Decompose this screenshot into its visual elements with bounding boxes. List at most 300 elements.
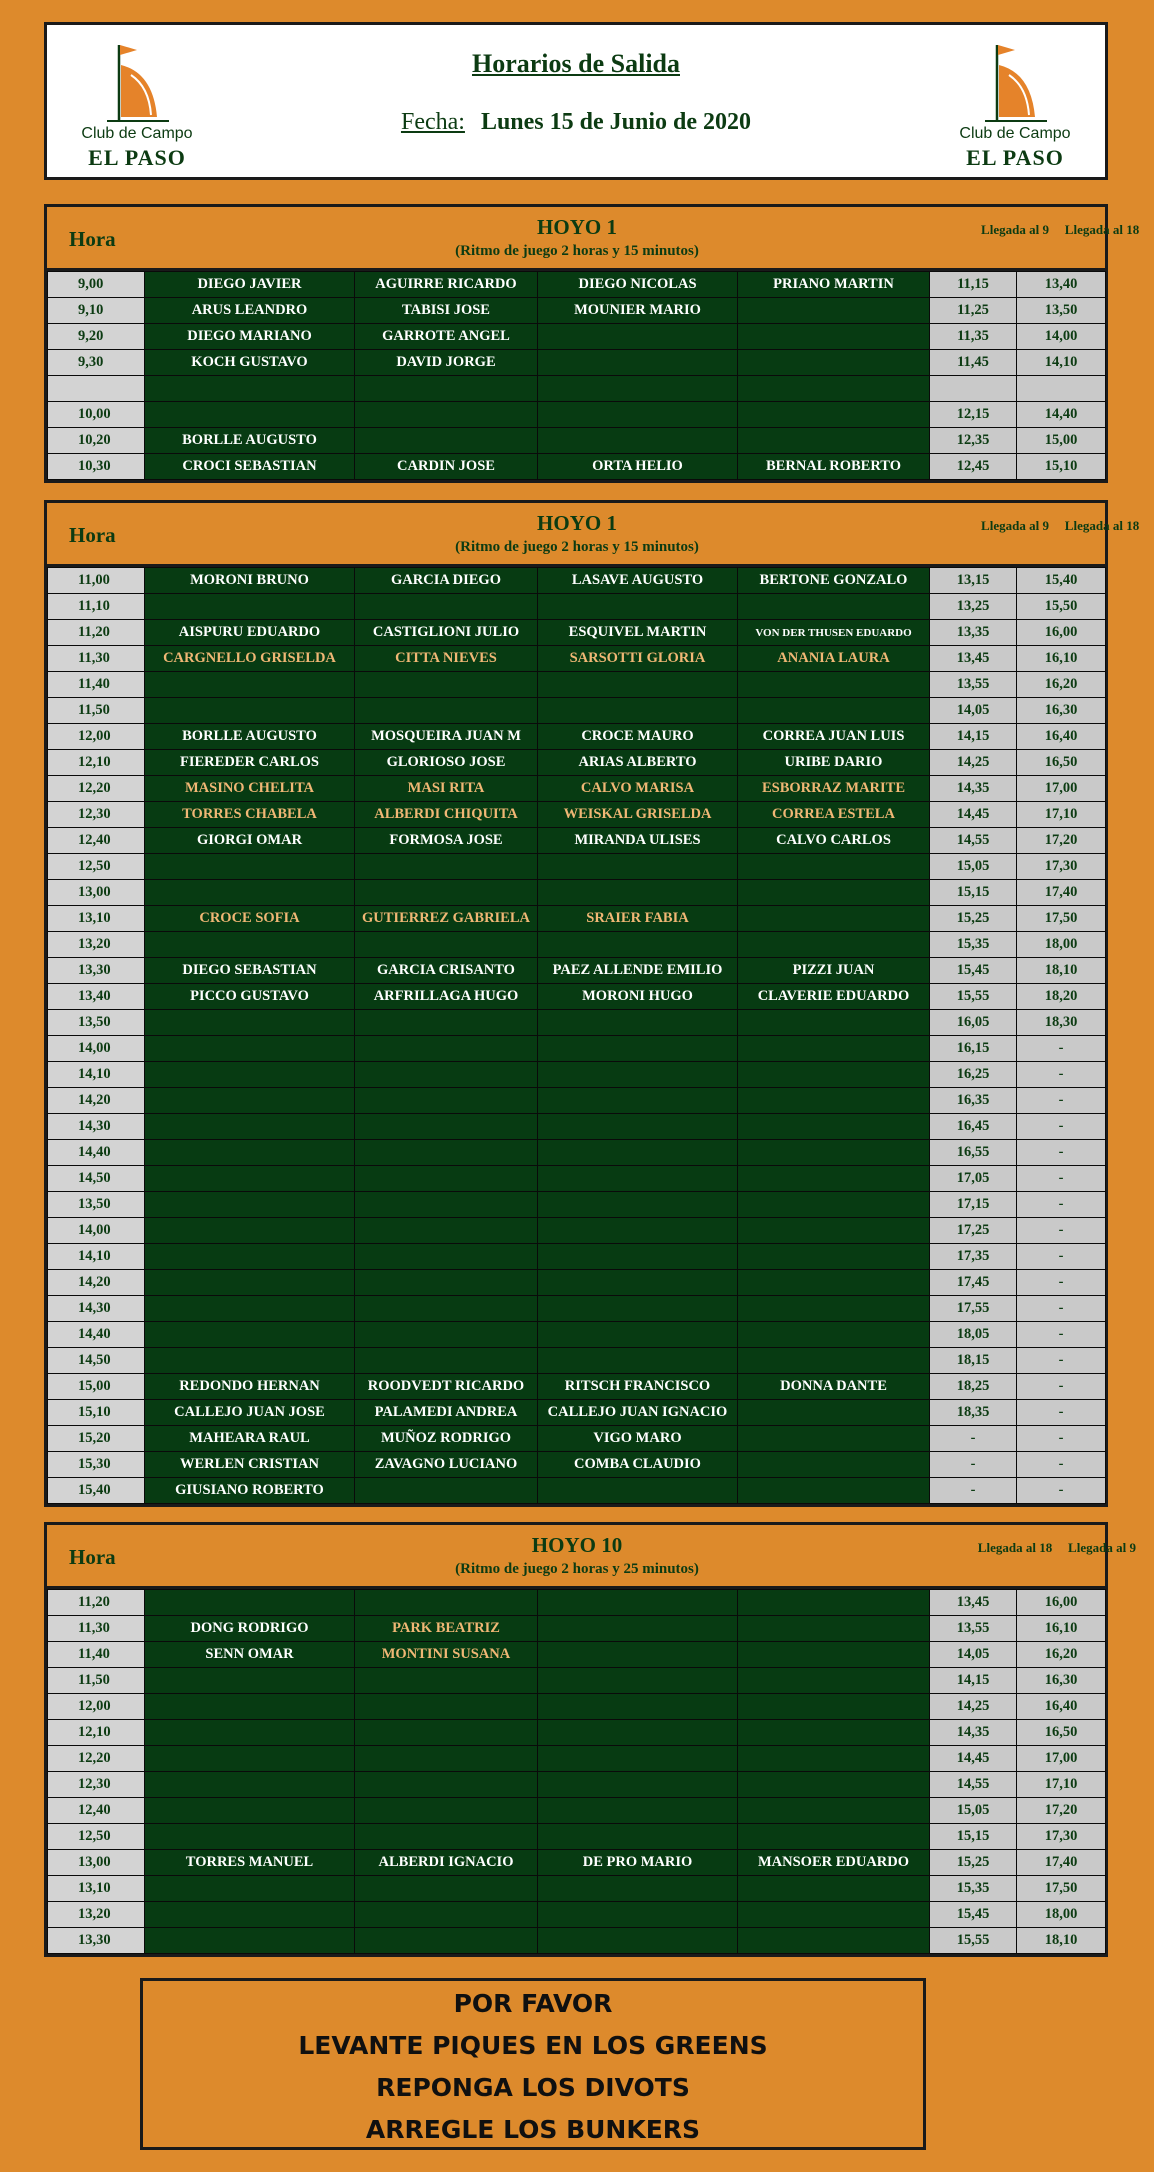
table-row (48, 958, 1106, 984)
table-row (48, 932, 1106, 958)
player-cell: FORMOSA JOSE (355, 828, 538, 854)
table-row (48, 1400, 1106, 1426)
player-cell: CITTA NIEVES (355, 646, 538, 672)
player-cell (355, 1694, 538, 1720)
arrival-time-1: 14,35 (930, 1720, 1017, 1746)
arrival-time-1: 18,35 (930, 1400, 1017, 1426)
arrival-column-header-2: Llegada al 18 (1064, 518, 1140, 533)
player-cell (145, 1296, 355, 1322)
hoyo-title: HOYO 1 (537, 511, 617, 535)
player-cell (145, 1720, 355, 1746)
table-row (48, 1850, 1106, 1876)
player-cell (538, 376, 738, 402)
player-cell (538, 1140, 738, 1166)
notice-line: REPONGA LOS DIVOTS (376, 2073, 690, 2102)
player-cell (145, 1036, 355, 1062)
player-cell (538, 1192, 738, 1218)
table-row (48, 1348, 1106, 1374)
schedule-section-hoyo-10 (44, 1522, 1136, 1957)
arrival-time-1: 17,15 (930, 1192, 1017, 1218)
player-cell: ALBERDI CHIQUITA (355, 802, 538, 828)
arrival-time-1: 14,35 (930, 776, 1017, 802)
arrival-time-2: - (1017, 1400, 1106, 1426)
arrival-column-header-1: Llegada al 9 (981, 222, 1049, 237)
arrival-time-2: 17,30 (1017, 854, 1106, 880)
player-cell (538, 1772, 738, 1798)
table-row (48, 1452, 1106, 1478)
arrival-time-1: 17,55 (930, 1296, 1017, 1322)
player-cell (538, 1088, 738, 1114)
arrival-time-2: - (1017, 1114, 1106, 1140)
player-cell (355, 1746, 538, 1772)
arrival-time-2: - (1017, 1478, 1106, 1504)
arrival-time-1: 16,35 (930, 1088, 1017, 1114)
player-cell: CORREA JUAN LUIS (738, 724, 930, 750)
arrival-time-2: 14,40 (1017, 402, 1106, 428)
table-row (48, 1322, 1106, 1348)
section-header (47, 503, 1140, 567)
table-row (48, 906, 1106, 932)
player-cell: SRAIER FABIA (538, 906, 738, 932)
player-cell (355, 1166, 538, 1192)
player-cell: MONTINI SUSANA (355, 1642, 538, 1668)
player-cell (738, 1166, 930, 1192)
table-row (48, 828, 1106, 854)
table-row (48, 428, 1106, 454)
arrival-time-1: 17,05 (930, 1166, 1017, 1192)
player-cell (738, 324, 930, 350)
arrival-time-1 (930, 376, 1017, 402)
player-cell (738, 1088, 930, 1114)
tee-time: 14,20 (48, 1270, 145, 1296)
arrival-time-2: - (1017, 1426, 1106, 1452)
player-cell (355, 1322, 538, 1348)
arrival-time-2: - (1017, 1322, 1106, 1348)
table-row (48, 1036, 1106, 1062)
tee-time: 11,40 (48, 1642, 145, 1668)
arrival-time-2: 16,10 (1017, 646, 1106, 672)
player-cell (738, 1114, 930, 1140)
player-cell (145, 594, 355, 620)
tee-time: 13,20 (48, 932, 145, 958)
player-cell (738, 1824, 930, 1850)
arrival-time-1: 14,55 (930, 828, 1017, 854)
player-cell: CALLEJO JUAN IGNACIO (538, 1400, 738, 1426)
arrival-time-2: - (1017, 1088, 1106, 1114)
player-cell (355, 1876, 538, 1902)
arrival-time-2: 17,10 (1017, 802, 1106, 828)
hora-column-header: Hora (69, 227, 116, 251)
player-cell (538, 698, 738, 724)
player-cell: ARIAS ALBERTO (538, 750, 738, 776)
player-cell (538, 350, 738, 376)
player-cell: ORTA HELIO (538, 454, 738, 480)
tee-time: 12,00 (48, 1694, 145, 1720)
tee-time: 12,10 (48, 1720, 145, 1746)
player-cell (538, 428, 738, 454)
arrival-time-1: 15,15 (930, 1824, 1017, 1850)
player-cell (145, 402, 355, 428)
tee-time (48, 376, 145, 402)
tee-time: 14,10 (48, 1244, 145, 1270)
arrival-time-2: 16,00 (1017, 620, 1106, 646)
arrival-time-2: 13,50 (1017, 298, 1106, 324)
arrival-time-1: 13,15 (930, 568, 1017, 594)
player-cell (145, 672, 355, 698)
arrival-time-2: 17,50 (1017, 1876, 1106, 1902)
player-cell (738, 1590, 930, 1616)
player-cell (355, 1062, 538, 1088)
player-cell: REDONDO HERNAN (145, 1374, 355, 1400)
player-cell: CROCE MAURO (538, 724, 738, 750)
player-cell (355, 1036, 538, 1062)
player-cell: KOCH GUSTAVO (145, 350, 355, 376)
table-row (48, 1798, 1106, 1824)
table-row (48, 1642, 1106, 1668)
tee-time: 14,10 (48, 1062, 145, 1088)
player-cell: MUÑOZ RODRIGO (355, 1426, 538, 1452)
arrival-time-1: 17,25 (930, 1218, 1017, 1244)
arrival-time-1: 15,55 (930, 984, 1017, 1010)
tee-time-table (47, 271, 1106, 480)
arrival-time-2: 16,30 (1017, 1668, 1106, 1694)
player-cell (538, 1244, 738, 1270)
arrival-time-1: 14,15 (930, 1668, 1017, 1694)
tee-time: 13,30 (48, 958, 145, 984)
date-value: Lunes 15 de Junio de 2020 (480, 109, 752, 135)
tee-time: 12,50 (48, 854, 145, 880)
arrival-time-1: 18,25 (930, 1374, 1017, 1400)
player-cell (738, 1902, 930, 1928)
player-cell: GIUSIANO ROBERTO (145, 1478, 355, 1504)
arrival-time-1: 13,45 (930, 1590, 1017, 1616)
player-cell: CARDIN JOSE (355, 454, 538, 480)
tee-time: 13,50 (48, 1192, 145, 1218)
player-cell: AGUIRRE RICARDO (355, 272, 538, 298)
player-cell (738, 350, 930, 376)
player-cell (738, 672, 930, 698)
arrival-time-2: - (1017, 1192, 1106, 1218)
arrival-column-header-2: Llegada al 18 (1064, 222, 1140, 237)
player-cell: AISPURU EDUARDO (145, 620, 355, 646)
arrival-time-2: 16,50 (1017, 1720, 1106, 1746)
arrival-time-1: 17,45 (930, 1270, 1017, 1296)
table-row (48, 698, 1106, 724)
arrival-time-1: 17,35 (930, 1244, 1017, 1270)
player-cell (538, 932, 738, 958)
arrival-time-2: 18,10 (1017, 958, 1106, 984)
player-cell: ESQUIVEL MARTIN (538, 620, 738, 646)
player-cell (355, 1928, 538, 1954)
arrival-time-2: 18,00 (1017, 932, 1106, 958)
player-cell (738, 1798, 930, 1824)
table-row (48, 1746, 1106, 1772)
arrival-time-2: - (1017, 1374, 1106, 1400)
table-row (48, 1218, 1106, 1244)
player-cell (538, 1270, 738, 1296)
player-cell (355, 932, 538, 958)
player-cell (738, 1192, 930, 1218)
hora-column-header: Hora (69, 523, 116, 547)
table-row (48, 1166, 1106, 1192)
arrival-time-1: 15,35 (930, 932, 1017, 958)
arrival-time-1: 16,55 (930, 1140, 1017, 1166)
player-cell: DE PRO MARIO (538, 1850, 738, 1876)
player-cell: PRIANO MARTIN (738, 272, 930, 298)
arrival-time-2: - (1017, 1166, 1106, 1192)
player-cell (145, 1088, 355, 1114)
tee-time: 9,30 (48, 350, 145, 376)
tee-time: 11,50 (48, 1668, 145, 1694)
table-row (48, 1010, 1106, 1036)
player-cell (738, 1720, 930, 1746)
arrival-time-1: 15,25 (930, 906, 1017, 932)
hoyo-title: HOYO 10 (531, 1533, 623, 1557)
player-cell: CARGNELLO GRISELDA (145, 646, 355, 672)
player-cell (538, 324, 738, 350)
tee-time: 12,40 (48, 1798, 145, 1824)
schedule-section-hoyo-1-midday (44, 500, 1140, 1507)
player-cell (355, 1296, 538, 1322)
arrival-time-1: 18,05 (930, 1322, 1017, 1348)
table-row (48, 1114, 1106, 1140)
arrival-time-2: - (1017, 1218, 1106, 1244)
arrival-time-2: 18,20 (1017, 984, 1106, 1010)
player-cell (145, 1694, 355, 1720)
player-cell: DAVID JORGE (355, 350, 538, 376)
tee-time: 10,00 (48, 402, 145, 428)
tee-time: 12,50 (48, 1824, 145, 1850)
player-cell: MORONI BRUNO (145, 568, 355, 594)
player-cell (355, 1088, 538, 1114)
tee-time: 12,30 (48, 1772, 145, 1798)
tee-time: 14,20 (48, 1088, 145, 1114)
arrival-time-2: - (1017, 1452, 1106, 1478)
arrival-time-2: - (1017, 1244, 1106, 1270)
player-cell: WEISKAL GRISELDA (538, 802, 738, 828)
logo-name-text: EL PASO (88, 145, 186, 170)
arrival-time-1: 14,45 (930, 802, 1017, 828)
header-box (44, 22, 1108, 180)
player-cell (538, 672, 738, 698)
hora-column-header: Hora (69, 1545, 116, 1569)
tee-time: 15,10 (48, 1400, 145, 1426)
table-row (48, 298, 1106, 324)
player-cell: MIRANDA ULISES (538, 828, 738, 854)
player-cell (738, 594, 930, 620)
player-cell (538, 1746, 738, 1772)
tee-time: 12,20 (48, 776, 145, 802)
player-cell (738, 1478, 930, 1504)
player-cell (355, 1772, 538, 1798)
player-cell (738, 854, 930, 880)
player-cell: COMBA CLAUDIO (538, 1452, 738, 1478)
logo-club-text: Club de Campo (81, 125, 193, 142)
arrival-time-1: 14,25 (930, 1694, 1017, 1720)
logo-club-text: Club de Campo (959, 125, 1071, 142)
player-cell: CROCI SEBASTIAN (145, 454, 355, 480)
arrival-time-1: 13,35 (930, 620, 1017, 646)
table-row (48, 350, 1106, 376)
player-cell: ANANIA LAURA (738, 646, 930, 672)
arrival-time-1: 14,05 (930, 698, 1017, 724)
player-cell: DIEGO SEBASTIAN (145, 958, 355, 984)
arrival-time-1: 15,35 (930, 1876, 1017, 1902)
arrival-time-1: 13,45 (930, 646, 1017, 672)
tee-time: 13,10 (48, 906, 145, 932)
tee-time: 11,40 (48, 672, 145, 698)
player-cell (355, 880, 538, 906)
table-row (48, 646, 1106, 672)
player-cell: CASTIGLIONI JULIO (355, 620, 538, 646)
arrival-time-2: - (1017, 1062, 1106, 1088)
player-cell (738, 932, 930, 958)
player-cell (538, 1928, 738, 1954)
table-row (48, 1478, 1106, 1504)
tee-time: 12,00 (48, 724, 145, 750)
player-cell (538, 1478, 738, 1504)
table-row (48, 1876, 1106, 1902)
arrival-time-1: 11,15 (930, 272, 1017, 298)
arrival-time-2: 17,00 (1017, 776, 1106, 802)
player-cell: SARSOTTI GLORIA (538, 646, 738, 672)
tee-time-table (47, 1589, 1106, 1954)
table-row (48, 1062, 1106, 1088)
notice-line: LEVANTE PIQUES EN LOS GREENS (298, 2031, 768, 2060)
player-cell (538, 1114, 738, 1140)
player-cell (145, 698, 355, 724)
player-cell (355, 402, 538, 428)
tee-time: 12,10 (48, 750, 145, 776)
arrival-time-1: 18,15 (930, 1348, 1017, 1374)
reminder-notice (140, 1978, 926, 2150)
table-row (48, 724, 1106, 750)
player-cell (355, 428, 538, 454)
player-cell (538, 1798, 738, 1824)
arrival-time-1: 11,35 (930, 324, 1017, 350)
player-cell: BERTONE GONZALO (738, 568, 930, 594)
player-cell (738, 1270, 930, 1296)
tee-time: 12,20 (48, 1746, 145, 1772)
player-cell (738, 1348, 930, 1374)
table-row (48, 1928, 1106, 1954)
player-cell: PICCO GUSTAVO (145, 984, 355, 1010)
player-cell (738, 1928, 930, 1954)
player-cell (145, 1244, 355, 1270)
player-cell: PARK BEATRIZ (355, 1616, 538, 1642)
player-cell (738, 1218, 930, 1244)
tee-time: 13,10 (48, 1876, 145, 1902)
player-cell: MASINO CHELITA (145, 776, 355, 802)
arrival-time-2: 16,40 (1017, 724, 1106, 750)
player-cell (738, 1400, 930, 1426)
player-cell: DIEGO NICOLAS (538, 272, 738, 298)
player-cell (145, 1590, 355, 1616)
tee-time: 14,50 (48, 1166, 145, 1192)
arrival-time-1: 15,45 (930, 958, 1017, 984)
player-cell (355, 1114, 538, 1140)
player-cell: GARCIA DIEGO (355, 568, 538, 594)
tee-time: 14,00 (48, 1218, 145, 1244)
tee-time: 12,30 (48, 802, 145, 828)
table-row (48, 1616, 1106, 1642)
arrival-time-2: 13,40 (1017, 272, 1106, 298)
arrival-time-2: 18,10 (1017, 1928, 1106, 1954)
tee-time: 10,20 (48, 428, 145, 454)
player-cell (145, 932, 355, 958)
arrival-time-2: 18,30 (1017, 1010, 1106, 1036)
player-cell (538, 1668, 738, 1694)
table-row (48, 324, 1106, 350)
arrival-time-1: 12,15 (930, 402, 1017, 428)
arrival-time-1: - (930, 1478, 1017, 1504)
player-cell (738, 1642, 930, 1668)
player-cell: TORRES CHABELA (145, 802, 355, 828)
table-row (48, 1772, 1106, 1798)
player-cell: DIEGO JAVIER (145, 272, 355, 298)
player-cell (538, 1322, 738, 1348)
arrival-time-2: 16,00 (1017, 1590, 1106, 1616)
player-cell (355, 1824, 538, 1850)
player-cell (738, 376, 930, 402)
arrival-time-2: - (1017, 1348, 1106, 1374)
player-cell (538, 402, 738, 428)
logo-name-text: EL PASO (966, 145, 1064, 170)
player-cell (145, 1928, 355, 1954)
player-cell: GARROTE ANGEL (355, 324, 538, 350)
player-cell (538, 594, 738, 620)
arrival-time-1: 14,05 (930, 1642, 1017, 1668)
tee-time: 11,20 (48, 620, 145, 646)
arrival-time-1: 15,45 (930, 1902, 1017, 1928)
player-cell (355, 1478, 538, 1504)
player-cell: CROCE SOFIA (145, 906, 355, 932)
player-cell (145, 1010, 355, 1036)
player-cell (738, 1772, 930, 1798)
player-cell (738, 1426, 930, 1452)
player-cell (355, 594, 538, 620)
arrival-column-header-1: Llegada al 18 (977, 1540, 1053, 1555)
player-cell (538, 1642, 738, 1668)
arrival-time-1: 15,55 (930, 1928, 1017, 1954)
player-cell (355, 1720, 538, 1746)
arrival-time-2: 17,40 (1017, 880, 1106, 906)
arrival-time-2: 17,50 (1017, 906, 1106, 932)
player-cell (145, 880, 355, 906)
arrival-time-2: 17,10 (1017, 1772, 1106, 1798)
arrival-time-2: 16,20 (1017, 1642, 1106, 1668)
tee-time: 9,10 (48, 298, 145, 324)
tee-time: 9,00 (48, 272, 145, 298)
table-row (48, 594, 1106, 620)
player-cell: DONNA DANTE (738, 1374, 930, 1400)
arrival-time-1: 16,25 (930, 1062, 1017, 1088)
table-row (48, 1140, 1106, 1166)
tee-time: 15,00 (48, 1374, 145, 1400)
pace-subtitle: (Ritmo de juego 2 horas y 15 minutos) (455, 243, 699, 259)
player-cell (355, 854, 538, 880)
player-cell: ARUS LEANDRO (145, 298, 355, 324)
tee-time: 13,00 (48, 1850, 145, 1876)
arrival-time-2: - (1017, 1270, 1106, 1296)
arrival-time-2: 16,20 (1017, 672, 1106, 698)
arrival-time-1: - (930, 1452, 1017, 1478)
arrival-time-2: 17,30 (1017, 1824, 1106, 1850)
arrival-time-2: - (1017, 1036, 1106, 1062)
player-cell: WERLEN CRISTIAN (145, 1452, 355, 1478)
player-cell (355, 698, 538, 724)
player-cell (538, 1616, 738, 1642)
